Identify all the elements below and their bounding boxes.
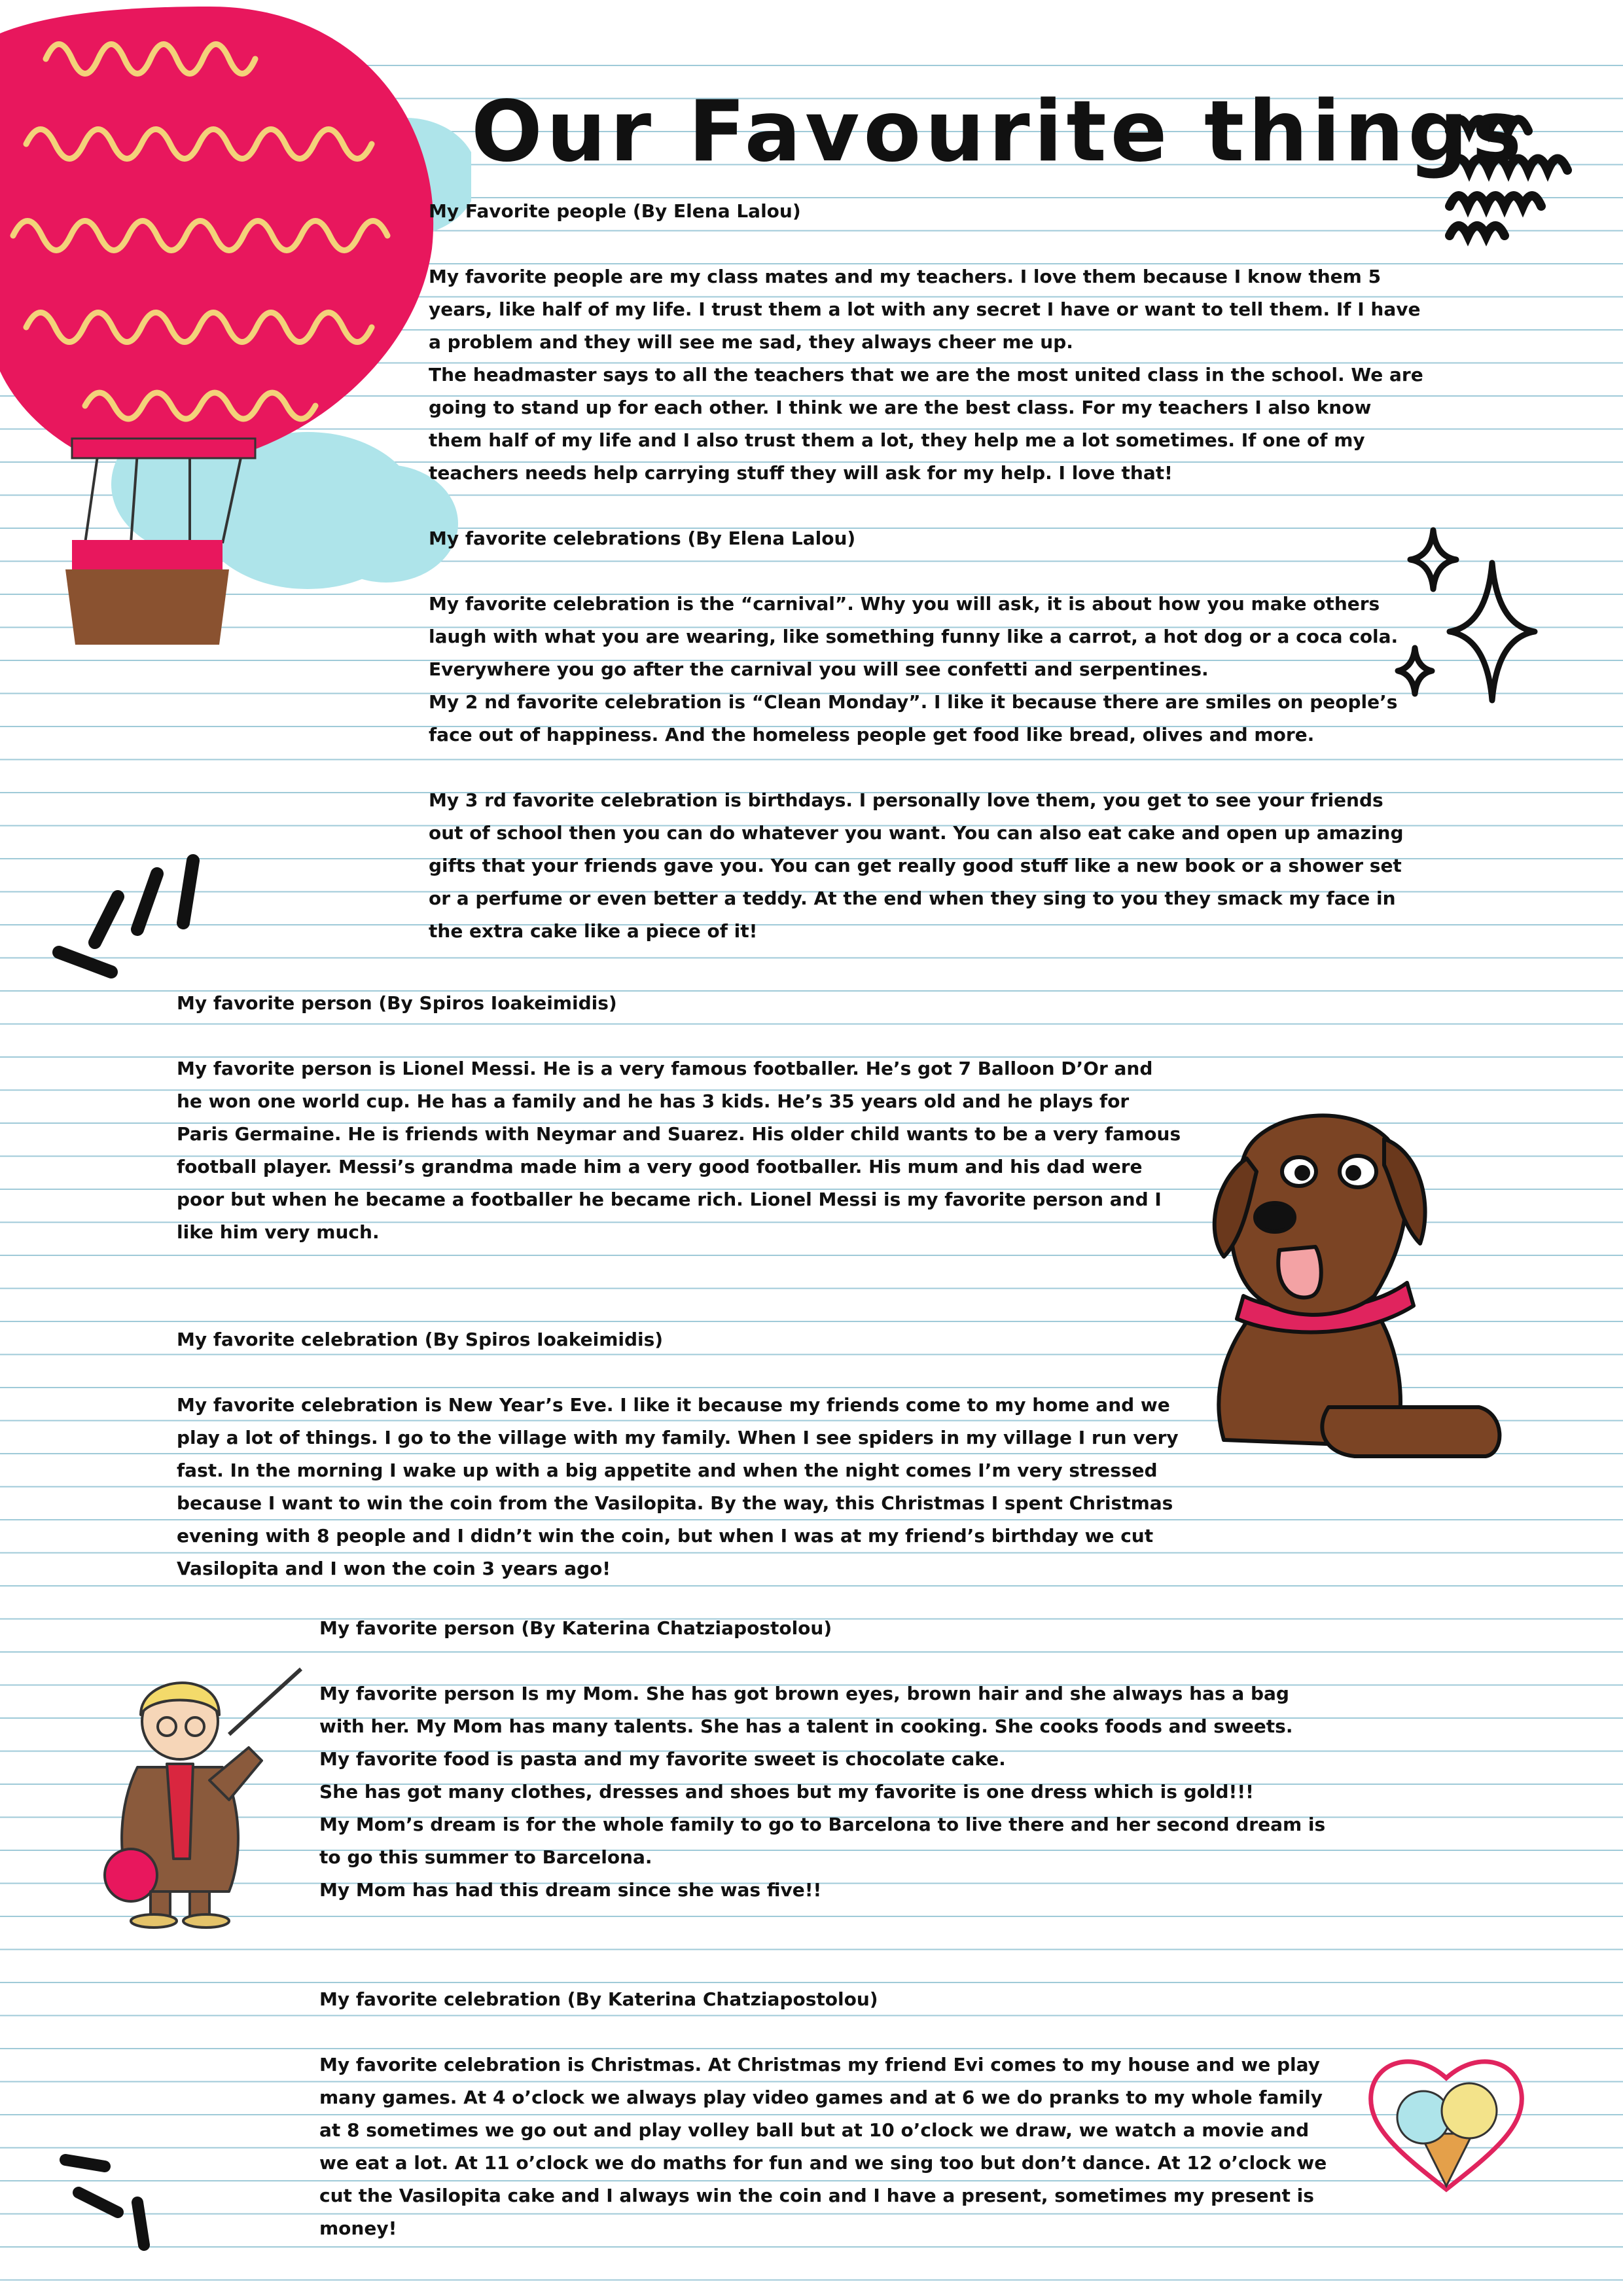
section-paragraph: My 2 nd favorite celebration is “Clean Monday”. I like it because there are smiles on people’s face out of happiness. And the homeless people get food like bread, olives and more. bbox=[429, 691, 1398, 745]
section-paragraph: My favorite celebration is the “carnival”. Why you will ask, it is about how you make others laugh with what you are wearing, like something funny like a carrot, a hot dog or a coca cola. Everywhere you go after the carnival you will see confetti and serpentines. bbox=[429, 593, 1399, 680]
section-favorite-celebration-katerina bbox=[319, 1983, 1340, 2245]
section-heading: My Favorite people (By Elena Lalou) bbox=[429, 200, 801, 222]
section-paragraph: My favorite person is Lionel Messi. He is a very famous footballer. He’s got 7 Balloon D’Or and he won one world cup. He has a family and he has 3 kids. He’s 35 years old and he plays for Paris Germaine. He is friends with Neymar and Suarez. His older child wants to be a very famous football player. Messi’s grandma made him a very good footballer. His mum and his dad were poor but when he became a footballer he became rich. Lionel Messi is my favorite person and I like him very much. bbox=[177, 1058, 1181, 1243]
section-paragraph: My favorite person Is my Mom. She has got brown eyes, brown hair and she always has a bag with her. My Mom has many talents. She has a talent in cooking. She cooks foods and sweets. My favorite food is pasta and my favorite sweet is chocolate cake. bbox=[319, 1683, 1293, 1770]
wizard-boy-icon bbox=[79, 1649, 321, 1931]
section-favorite-person-spiros bbox=[177, 987, 1185, 1249]
dash-lines-icon bbox=[46, 844, 216, 995]
section-heading: My favorite celebration (By Katerina Chatziapostolou) bbox=[319, 1988, 878, 2010]
section-paragraph: The headmaster says to all the teachers that we are the most united class in the school. We are going to stand up for each other. I think we are the best class. For my teachers I also know them half of my life and I also trust them a lot, they help me a lot sometimes. If one of my teachers needs help carrying stuff they will ask for my help. I love that! bbox=[429, 364, 1423, 484]
ice-cream-heart-icon bbox=[1361, 2042, 1531, 2199]
section-paragraph: My Mom’s dream is for the whole family to go to Barcelona to live there and her second dream is to go this summer to Barcelona. bbox=[319, 1814, 1326, 1868]
section-favorite-celebrations-elena bbox=[429, 522, 1423, 948]
page-title: Our Favourite things bbox=[471, 83, 1526, 181]
section-favorite-celebration-spiros bbox=[177, 1323, 1204, 1585]
section-paragraph: My favorite celebration is New Year’s Eve. I like it because my friends come to my home and we play a lot of things. I go to the village with my family. When I see spiders in my village I run very fast. In the morning I wake up with a big appetite and when the night comes I’m very stressed because I want to win the coin from the Vasilopita. By the way, this Christmas I spent Christmas evening with 8 people and I didn’t win the coin, but when I was at my friend’s birthday we cut Vasilopita and I won the coin 3 years ago! bbox=[177, 1394, 1179, 1579]
section-paragraph: She has got many clothes, dresses and shoes but my favorite is one dress which is gold!!! bbox=[319, 1781, 1254, 1803]
section-paragraph: My favorite people are my class mates and my teachers. I love them because I know them 5 years, like half of my life. I trust them a lot with any secret I have or want to tell them. If I have a problem and they will see me sad, they always cheer me up. bbox=[429, 266, 1421, 353]
section-paragraph: My 3 rd favorite celebration is birthdays. I personally love them, you get to see your friends out of school then you can do whatever you want. You can also eat cake and open up amazing gifts that your friends gave you. You can get really good stuff like a new book or a shower set or a perfume or even better a teddy. At the end when they sing to you they smack my face in the extra cake like a piece of it! bbox=[429, 789, 1404, 942]
section-paragraph: My Mom has had this dream since she was five!! bbox=[319, 1879, 822, 1901]
section-heading: My favorite person (By Spiros Ioakeimidis) bbox=[177, 992, 617, 1014]
section-paragraph: My favorite celebration is Christmas. At Christmas my friend Evi comes to my house and we play many games. At 4 o’clock we always play video games and at 6 we do pranks to my whole family at 8 sometimes we go out and play volley ball but at 10 o’clock we draw, we watch a movie and we eat a lot. At 11 o’clock we do maths for fun and we sing too but don’t dance. At 12 o’clock we cut the Vasilopita cake and I always win the coin and I have a present, sometimes my present is money! bbox=[319, 2054, 1327, 2239]
dog-icon bbox=[1198, 1100, 1512, 1473]
hot-air-balloon-icon bbox=[0, 0, 458, 661]
section-favorite-person-katerina bbox=[319, 1612, 1327, 1907]
section-heading: My favorite celebration (By Spiros Ioakeimidis) bbox=[177, 1329, 664, 1350]
section-heading: My favorite celebrations (By Elena Lalou) bbox=[429, 528, 856, 549]
section-favorite-people bbox=[429, 195, 1423, 490]
dash-lines-icon bbox=[52, 2140, 170, 2258]
section-heading: My favorite person (By Katerina Chatziapostolou) bbox=[319, 1617, 832, 1639]
